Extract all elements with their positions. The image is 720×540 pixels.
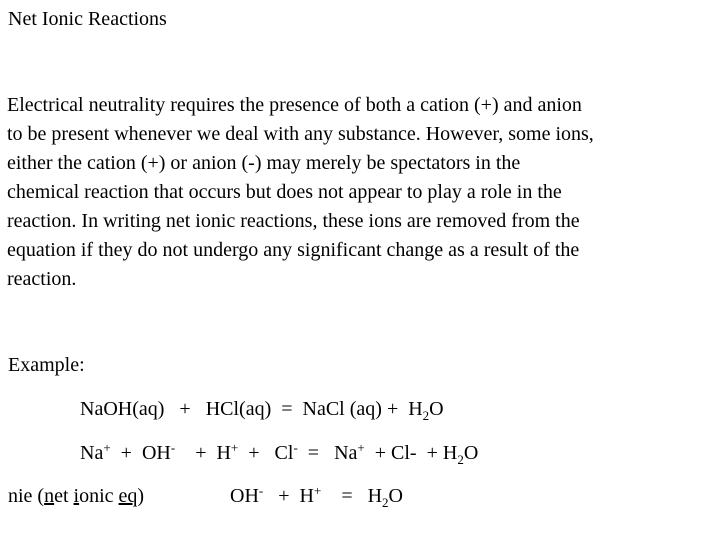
equals-sign: = bbox=[271, 398, 303, 420]
body-paragraph bbox=[7, 91, 713, 294]
plus-sign: + bbox=[416, 442, 443, 464]
water-h: H bbox=[442, 442, 458, 464]
ion-charge: + bbox=[103, 440, 111, 455]
label-underlined-letter: i bbox=[73, 485, 80, 507]
plus-sign: + bbox=[164, 398, 206, 420]
label-text: ) bbox=[137, 485, 145, 507]
label-text: onic bbox=[79, 485, 119, 507]
water-o: O bbox=[463, 442, 479, 464]
reactant-naoh: NaOH(aq) bbox=[80, 398, 165, 420]
ion-charge: + bbox=[230, 440, 239, 455]
product-water bbox=[442, 442, 479, 467]
equals-sign: = bbox=[321, 485, 368, 507]
label-underlined-letter: n bbox=[44, 485, 55, 507]
ion-h: H bbox=[216, 442, 231, 464]
ion-charge: - bbox=[258, 483, 264, 498]
label-underlined-letters: eq bbox=[118, 485, 138, 507]
paragraph-line: equation if they do not undergo any significant change as a result of the bbox=[7, 239, 580, 261]
water-h: H bbox=[367, 485, 383, 507]
net-ionic-label bbox=[8, 484, 144, 508]
ion-cl: Cl bbox=[274, 442, 294, 464]
ion-charge: - bbox=[170, 440, 176, 455]
paragraph-line: reaction. bbox=[7, 268, 77, 290]
page-title: Net Ionic Reactions bbox=[8, 8, 167, 30]
plus-sign: + bbox=[175, 442, 217, 464]
label-text: nie ( bbox=[8, 485, 45, 507]
product-nacl: NaCl (aq) bbox=[302, 398, 382, 420]
water-subscript: 2 bbox=[457, 452, 464, 467]
water-o: O bbox=[429, 398, 444, 420]
water-o: O bbox=[388, 485, 403, 507]
net-ionic-equation bbox=[230, 484, 403, 508]
product-water bbox=[408, 398, 444, 423]
ion-charge: - bbox=[293, 440, 298, 455]
product-water bbox=[367, 485, 403, 510]
paragraph-line: chemical reaction that occurs but does not appear to play a role in the bbox=[7, 181, 562, 203]
example-label: Example: bbox=[8, 354, 85, 376]
molecular-equation bbox=[80, 397, 444, 421]
paragraph-line: reaction. In writing net ionic reactions, these ions are removed from the bbox=[7, 210, 580, 232]
plus-sign: + bbox=[364, 442, 392, 464]
label-text: et bbox=[54, 485, 74, 507]
paragraph-line: either the cation (+) or anion (-) may merely be spectators in the bbox=[7, 152, 521, 174]
water-subscript: 2 bbox=[382, 495, 389, 510]
plus-sign: + bbox=[381, 398, 409, 420]
water-h: H bbox=[408, 398, 423, 420]
plus-sign: + bbox=[110, 442, 142, 464]
ion-na-product: Na bbox=[334, 442, 358, 464]
plus-sign: + bbox=[238, 442, 275, 464]
paragraph-line: to be present whenever we deal with any substance. However, some ions, bbox=[7, 123, 594, 145]
ion-oh: OH bbox=[141, 442, 171, 464]
ion-h: H bbox=[299, 485, 314, 507]
ionic-equation bbox=[80, 441, 478, 465]
equals-sign: = bbox=[297, 442, 335, 464]
ion-oh: OH bbox=[230, 485, 259, 507]
ion-cl-product: Cl- bbox=[391, 442, 417, 464]
ion-charge: + bbox=[357, 440, 365, 455]
ion-charge: + bbox=[313, 483, 322, 498]
ion-na: Na bbox=[80, 442, 104, 464]
reactant-hcl: HCl(aq) bbox=[205, 398, 272, 420]
plus-sign: + bbox=[263, 485, 300, 507]
water-subscript: 2 bbox=[422, 408, 430, 423]
paragraph-line: Electrical neutrality requires the presence of both a cation (+) and anion bbox=[7, 94, 582, 116]
